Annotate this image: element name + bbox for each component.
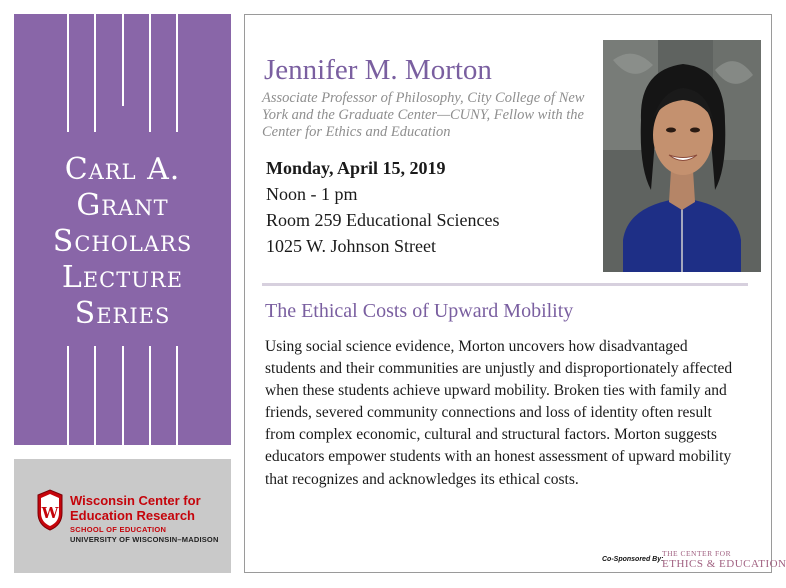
decorative-line: [176, 346, 178, 445]
lecture-abstract: Using social science evidence, Morton uncovers how disadvantaged students and their communities are unjustly and disproportionately affected when these students achieve upward mobility. Broken ties with family and friends, severed community connections and loss of identity often result from complex economic, cultural and structural factors. Morton suggests educators empower students with an honest assessment of upward mobility that recognizes and acknowledges its ethical costs.: [265, 338, 733, 488]
series-title-line: Carl A.: [64, 152, 181, 187]
event-room: Room 259 Educational Sciences: [266, 210, 500, 230]
speaker-photo: [603, 40, 761, 272]
org-university: UNIVERSITY OF WISCONSIN–MADISON: [70, 535, 219, 544]
cosponsor-logo-line: THE CENTER FOR: [662, 549, 732, 558]
decorative-line: [149, 346, 151, 445]
decorative-line: [149, 14, 151, 132]
series-title-line: Scholars: [52, 224, 193, 259]
series-title: [14, 152, 231, 332]
cosponsor-label: Co-Sponsored By:: [602, 556, 664, 563]
section-divider: [262, 283, 748, 286]
decorative-line: [94, 346, 96, 445]
org-name-line: Wisconsin Center for: [70, 493, 201, 508]
svg-text:W: W: [41, 504, 59, 522]
decorative-line: [67, 346, 69, 445]
lecture-title: The Ethical Costs of Upward Mobility: [265, 300, 574, 322]
series-banner: [14, 14, 231, 445]
organization-logo: [14, 459, 231, 573]
speaker-name: Jennifer M. Morton: [264, 54, 492, 86]
portrait-image: [603, 40, 761, 272]
series-title-line: Grant: [76, 188, 169, 223]
series-title-line: Lecture: [61, 260, 184, 295]
decorative-line: [122, 346, 124, 445]
org-name-line: Education Research: [70, 508, 195, 523]
cosponsor-logo-name: ETHICS & EDUCATION: [662, 558, 786, 570]
decorative-line: [67, 14, 69, 132]
org-school: SCHOOL OF EDUCATION: [70, 525, 167, 534]
event-time: Noon - 1 pm: [266, 184, 358, 204]
speaker-title: Associate Professor of Philosophy, City College of New York and the Graduate Center—CUNY, Fellow with the Center for Ethics and Education: [262, 90, 585, 140]
crest-icon: [36, 489, 64, 531]
series-title-line: Series: [74, 296, 171, 331]
decorative-line: [94, 14, 96, 132]
decorative-line: [122, 14, 124, 106]
decorative-line: [176, 14, 178, 132]
event-date: Monday, April 15, 2019: [266, 158, 446, 178]
event-address: 1025 W. Johnson Street: [266, 236, 437, 256]
